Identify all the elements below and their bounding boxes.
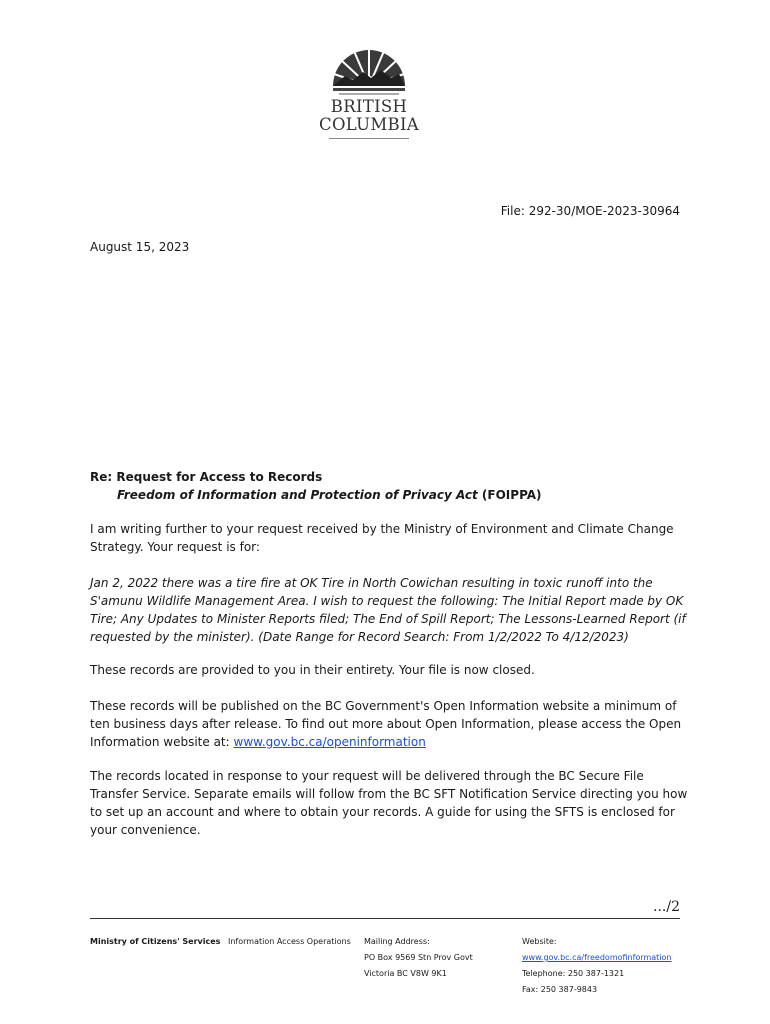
footer-mailing-address — [364, 934, 473, 982]
page-number: .../2 — [653, 899, 680, 915]
mailing-line2: Victoria BC V8W 9K1 — [364, 969, 447, 978]
letter-date: August 15, 2023 — [90, 240, 190, 254]
mailing-line1: PO Box 9569 Stn Prov Govt — [364, 953, 473, 962]
mailing-label: Mailing Address: — [364, 937, 430, 946]
paragraph-sfts: The records located in response to your request will be delivered through the BC Secure File Transfer Service. Separate emails will follow from the BC SFT Notification Service directing you how to set up an account and where to obtain your records. A guide for using the SFTS is enclosed for your convenience. — [90, 769, 688, 837]
open-information-text: These records will be published on the BC Government's Open Information website a minimum of ten business days after release. To find out more about Open Information, please access the Open Information website at: — [90, 699, 682, 749]
paragraph-records-provided: These records are provided to you in their entirety. Your file is now closed. — [90, 663, 535, 677]
act-name: Freedom of Information and Protection of Privacy Act — [117, 488, 478, 502]
logo-rule — [329, 138, 409, 139]
footer-divider — [90, 918, 680, 919]
paragraph-open-information — [90, 697, 690, 751]
fax: Fax: 250 387-9843 — [522, 985, 598, 994]
subject-line: Re: Request for Access to Records — [90, 470, 323, 484]
logo-line1: BRITISH — [330, 97, 408, 116]
paragraph-intro: I am writing further to your request received by the Ministry of Environment and Climate Change Strategy. Your request is for: — [90, 522, 674, 554]
subject-act — [117, 486, 717, 504]
footer-unit: Information Access Operations — [228, 937, 351, 946]
bc-logo — [314, 46, 424, 139]
open-information-link[interactable]: www.gov.bc.ca/openinformation — [233, 735, 426, 749]
act-acronym: (FOIPPA) — [477, 488, 542, 502]
website-link[interactable]: www.gov.bc.ca/freedomofinformation — [522, 953, 672, 962]
footer-ministry: Ministry of Citizens' Services — [90, 937, 221, 946]
file-reference: File: 292-30/MOE-2023-30964 — [500, 204, 680, 218]
paragraph-request: Jan 2, 2022 there was a tire fire at OK Tire in North Cowichan resulting in toxic runoff into the S'amunu Wildlife Management Area. I wish to request the following: The Initial Report made by OK Tire; Any Updates to Minister Reports filed; The End of Spill Report; The Lessons-Learned Report (if requested by the minister). (Date Range for Record Search: From 1/2/2022 To 4/12/2023) — [90, 576, 686, 644]
website-label: Website: — [522, 937, 557, 946]
logo-line2: COLUMBIA — [319, 115, 419, 134]
bc-government-logo-icon — [329, 46, 409, 98]
footer-contact — [522, 934, 672, 998]
telephone: Telephone: 250 387-1321 — [522, 969, 625, 978]
